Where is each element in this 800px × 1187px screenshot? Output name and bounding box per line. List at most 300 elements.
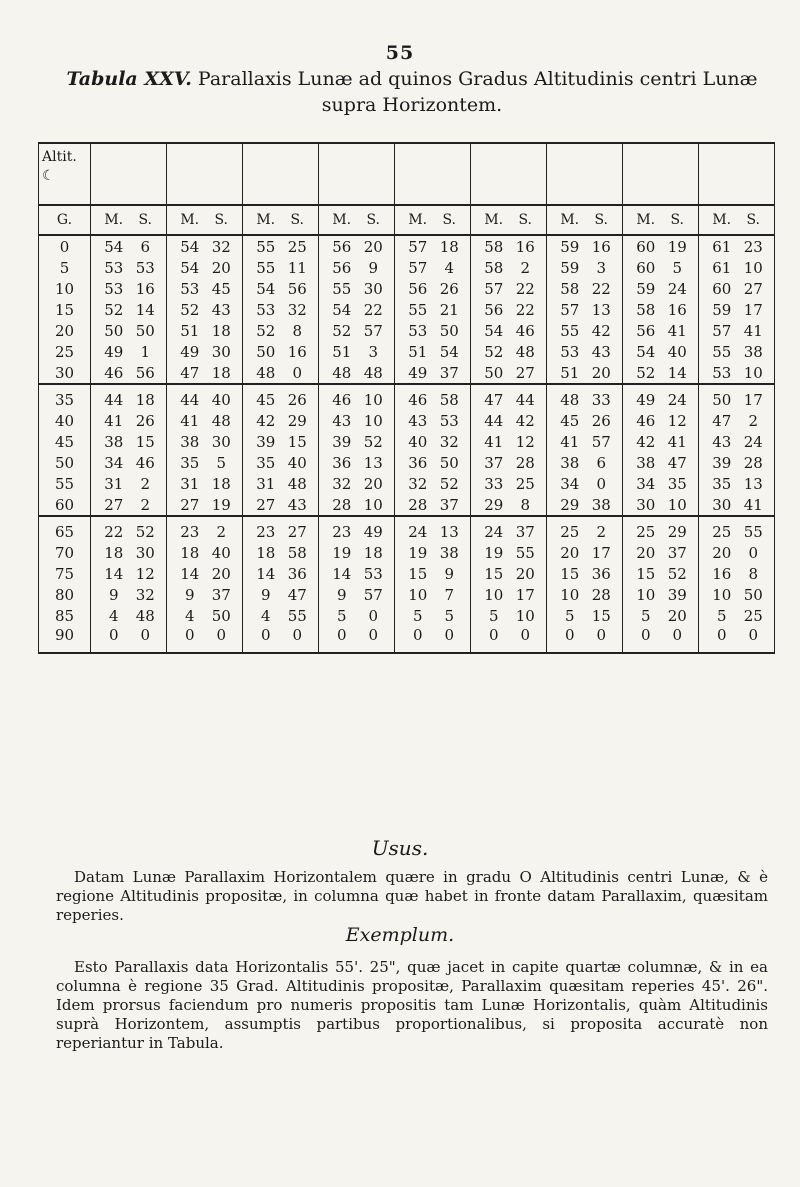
parallax-seconds-cell: 7	[435, 584, 471, 605]
parallax-minutes-cell: 20	[547, 542, 587, 563]
parallax-minutes-cell: 0	[167, 626, 207, 653]
parallax-minutes-cell: 53	[547, 341, 587, 362]
altitude-header	[39, 143, 91, 205]
table-row	[39, 542, 775, 563]
altitude-degree-cell: 25	[39, 341, 91, 362]
parallax-seconds-cell: 43	[283, 494, 319, 516]
parallax-minutes-cell: 25	[699, 516, 739, 542]
parallax-seconds-cell: 22	[511, 278, 547, 299]
parallax-seconds-cell: 50	[739, 584, 775, 605]
table-row	[39, 320, 775, 341]
parallax-seconds-cell: 23	[739, 235, 775, 257]
parallax-minutes-cell: 61	[699, 235, 739, 257]
parallax-minutes-cell: 52	[167, 299, 207, 320]
parallax-minutes-cell: 18	[243, 542, 283, 563]
parallax-minutes-cell: 24	[395, 516, 435, 542]
parallax-minutes-cell: 43	[699, 431, 739, 452]
parallax-seconds-cell: 25	[283, 235, 319, 257]
altitude-degree-cell: 65	[39, 516, 91, 542]
table-row	[39, 626, 775, 653]
parallax-minutes-cell: 38	[623, 452, 663, 473]
parallax-seconds-cell: 17	[739, 384, 775, 410]
parallax-minutes-cell: 49	[91, 341, 131, 362]
parallax-seconds-cell: 12	[663, 410, 699, 431]
parallax-minutes-cell: 38	[167, 431, 207, 452]
parallax-seconds-cell: 9	[359, 257, 395, 278]
parallax-minutes-cell: 5	[471, 605, 511, 626]
parallax-minutes-cell: 10	[623, 584, 663, 605]
parallax-seconds-cell: 44	[511, 384, 547, 410]
minutes-header: M.	[243, 205, 283, 235]
parallax-seconds-cell: 57	[587, 431, 623, 452]
seconds-header: S.	[131, 205, 167, 235]
parallax-minutes-cell: 18	[167, 542, 207, 563]
parallax-minutes-cell: 31	[243, 473, 283, 494]
parallax-minutes-cell: 18	[91, 542, 131, 563]
altitude-degree-cell: 35	[39, 384, 91, 410]
parallax-seconds-cell: 47	[663, 452, 699, 473]
table-row	[39, 299, 775, 320]
parallax-minutes-cell: 46	[395, 384, 435, 410]
parallax-seconds-cell: 24	[739, 431, 775, 452]
parallax-minutes-cell: 5	[623, 605, 663, 626]
parallax-minutes-cell: 49	[395, 362, 435, 384]
parallax-seconds-cell: 10	[663, 494, 699, 516]
parallax-minutes-cell: 22	[91, 516, 131, 542]
parallax-seconds-cell: 40	[663, 341, 699, 362]
parallax-seconds-cell: 52	[131, 516, 167, 542]
parallax-minutes-cell: 29	[471, 494, 511, 516]
parallax-seconds-cell: 41	[739, 320, 775, 341]
parallax-minutes-cell: 19	[471, 542, 511, 563]
parallax-seconds-cell: 48	[131, 605, 167, 626]
parallax-minutes-cell: 52	[91, 299, 131, 320]
parallax-minutes-cell: 34	[91, 452, 131, 473]
parallax-minutes-cell: 33	[471, 473, 511, 494]
parallax-minutes-cell: 0	[699, 626, 739, 653]
parallax-minutes-cell: 20	[623, 542, 663, 563]
parallax-seconds-cell: 38	[739, 341, 775, 362]
table-row	[39, 362, 775, 384]
parallax-seconds-cell: 50	[435, 320, 471, 341]
parallax-seconds-cell: 0	[283, 626, 319, 653]
table-header-units	[39, 205, 775, 235]
parallax-minutes-cell: 58	[471, 235, 511, 257]
parallax-minutes-cell: 56	[623, 320, 663, 341]
parallax-seconds-cell: 50	[435, 452, 471, 473]
parallax-seconds-cell: 46	[511, 320, 547, 341]
parallax-seconds-cell: 28	[511, 452, 547, 473]
parallax-seconds-cell: 54	[435, 341, 471, 362]
parallax-minutes-cell: 31	[167, 473, 207, 494]
parallax-seconds-cell: 40	[283, 452, 319, 473]
table-label: Tabula XXV.	[66, 68, 192, 90]
parallax-seconds-cell: 22	[511, 299, 547, 320]
parallax-seconds-cell: 18	[359, 542, 395, 563]
parallax-seconds-cell: 29	[663, 516, 699, 542]
parallax-minutes-cell: 37	[471, 452, 511, 473]
parallax-minutes-cell: 60	[623, 257, 663, 278]
parallax-seconds-cell: 22	[359, 299, 395, 320]
parallax-minutes-cell: 15	[547, 563, 587, 584]
parallax-seconds-cell: 8	[283, 320, 319, 341]
parallax-seconds-cell: 0	[739, 626, 775, 653]
parallax-minutes-cell: 61	[699, 257, 739, 278]
parallax-seconds-cell: 26	[435, 278, 471, 299]
parallax-minutes-cell: 47	[699, 410, 739, 431]
parallax-minutes-cell: 54	[471, 320, 511, 341]
parallax-seconds-cell: 10	[359, 494, 395, 516]
parallax-seconds-cell: 52	[359, 431, 395, 452]
parallax-seconds-cell: 2	[131, 494, 167, 516]
parallax-minutes-cell: 28	[395, 494, 435, 516]
parallax-seconds-cell: 38	[435, 542, 471, 563]
table-row	[39, 341, 775, 362]
parallax-seconds-cell: 25	[739, 605, 775, 626]
parallax-seconds-cell: 16	[663, 299, 699, 320]
parallax-seconds-cell: 37	[435, 362, 471, 384]
parallax-minutes-cell: 30	[699, 494, 739, 516]
parallax-seconds-cell: 39	[663, 584, 699, 605]
parallax-minutes-cell: 0	[547, 626, 587, 653]
parallax-seconds-cell: 26	[131, 410, 167, 431]
parallax-seconds-cell: 55	[739, 516, 775, 542]
table-row	[39, 452, 775, 473]
parallax-minutes-cell: 52	[623, 362, 663, 384]
parallax-seconds-cell: 10	[739, 362, 775, 384]
parallax-seconds-cell: 26	[587, 410, 623, 431]
parallax-minutes-cell: 15	[395, 563, 435, 584]
table-row	[39, 563, 775, 584]
parallax-minutes-cell: 15	[623, 563, 663, 584]
table-row	[39, 235, 775, 257]
parallax-seconds-cell: 47	[283, 584, 319, 605]
parallax-seconds-cell: 42	[587, 320, 623, 341]
parallax-seconds-cell: 40	[207, 542, 243, 563]
minutes-header: M.	[471, 205, 511, 235]
parallax-minutes-cell: 57	[395, 235, 435, 257]
parallax-minutes-cell: 56	[395, 278, 435, 299]
parallax-minutes-cell: 10	[547, 584, 587, 605]
parallax-minutes-cell: 9	[167, 584, 207, 605]
parallax-seconds-cell: 49	[359, 516, 395, 542]
parallax-minutes-cell: 42	[243, 410, 283, 431]
parallax-minutes-cell: 48	[243, 362, 283, 384]
parallax-seconds-cell: 5	[207, 452, 243, 473]
parallax-minutes-cell: 51	[319, 341, 359, 362]
parallax-minutes-cell: 56	[471, 299, 511, 320]
parallax-seconds-cell: 16	[131, 278, 167, 299]
parallax-seconds-cell: 37	[207, 584, 243, 605]
parallax-seconds-cell: 20	[587, 362, 623, 384]
table-row	[39, 431, 775, 452]
minutes-header: M.	[167, 205, 207, 235]
table-row	[39, 278, 775, 299]
parallax-minutes-cell: 14	[243, 563, 283, 584]
parallax-seconds-cell: 27	[739, 278, 775, 299]
parallax-minutes-cell: 44	[167, 384, 207, 410]
parallax-minutes-cell: 25	[547, 516, 587, 542]
parallax-minutes-cell: 32	[319, 473, 359, 494]
parallax-table	[38, 142, 775, 654]
parallax-seconds-cell: 1	[131, 341, 167, 362]
parallax-minutes-cell: 54	[167, 257, 207, 278]
parallax-minutes-cell: 36	[395, 452, 435, 473]
parallax-seconds-cell: 30	[207, 341, 243, 362]
parallax-minutes-cell: 41	[167, 410, 207, 431]
column-head-8	[623, 143, 699, 205]
parallax-seconds-cell: 16	[587, 235, 623, 257]
parallax-minutes-cell: 35	[699, 473, 739, 494]
parallax-minutes-cell: 46	[623, 410, 663, 431]
column-head-9	[699, 143, 775, 205]
parallax-seconds-cell: 29	[283, 410, 319, 431]
parallax-seconds-cell: 30	[207, 431, 243, 452]
parallax-minutes-cell: 27	[243, 494, 283, 516]
parallax-seconds-cell: 50	[131, 320, 167, 341]
parallax-minutes-cell: 52	[243, 320, 283, 341]
parallax-minutes-cell: 58	[471, 257, 511, 278]
parallax-seconds-cell: 0	[511, 626, 547, 653]
parallax-seconds-cell: 13	[435, 516, 471, 542]
parallax-minutes-cell: 31	[91, 473, 131, 494]
parallax-seconds-cell: 19	[207, 494, 243, 516]
degree-header: G.	[39, 205, 91, 235]
table-title-text: Parallaxis Lunæ ad quinos Gradus Altitudinis centri Lunæ supra Horizontem.	[197, 68, 758, 116]
parallax-seconds-cell: 19	[663, 235, 699, 257]
parallax-minutes-cell: 27	[91, 494, 131, 516]
parallax-minutes-cell: 10	[699, 584, 739, 605]
parallax-minutes-cell: 42	[623, 431, 663, 452]
parallax-seconds-cell: 5	[663, 257, 699, 278]
parallax-minutes-cell: 9	[243, 584, 283, 605]
altitude-degree-cell: 0	[39, 235, 91, 257]
seconds-header: S.	[663, 205, 699, 235]
parallax-minutes-cell: 50	[471, 362, 511, 384]
parallax-seconds-cell: 2	[511, 257, 547, 278]
parallax-minutes-cell: 4	[243, 605, 283, 626]
parallax-minutes-cell: 5	[395, 605, 435, 626]
parallax-seconds-cell: 5	[435, 605, 471, 626]
usus-paragraph: Datam Lunæ Parallaxim Horizontalem quære in gradu O Altitudinis centri Lunæ, & è regione Altitudinis propositæ, in columna quæ habet in fronte datam Parallaxim, quæsitam reperies.	[56, 868, 768, 924]
parallax-minutes-cell: 10	[395, 584, 435, 605]
altitude-degree-cell: 70	[39, 542, 91, 563]
parallax-seconds-cell: 0	[435, 626, 471, 653]
parallax-seconds-cell: 35	[663, 473, 699, 494]
table-row	[39, 257, 775, 278]
parallax-seconds-cell: 16	[511, 235, 547, 257]
altitude-degree-cell: 40	[39, 410, 91, 431]
parallax-minutes-cell: 43	[395, 410, 435, 431]
parallax-seconds-cell: 16	[283, 341, 319, 362]
parallax-seconds-cell: 32	[435, 431, 471, 452]
parallax-minutes-cell: 58	[547, 278, 587, 299]
parallax-seconds-cell: 11	[283, 257, 319, 278]
seconds-header: S.	[739, 205, 775, 235]
parallax-seconds-cell: 6	[131, 235, 167, 257]
parallax-minutes-cell: 20	[699, 542, 739, 563]
altitude-degree-cell: 45	[39, 431, 91, 452]
usus-heading: Usus.	[371, 836, 429, 860]
parallax-seconds-cell: 53	[435, 410, 471, 431]
parallax-seconds-cell: 58	[435, 384, 471, 410]
parallax-seconds-cell: 2	[207, 516, 243, 542]
parallax-minutes-cell: 57	[471, 278, 511, 299]
parallax-seconds-cell: 4	[435, 257, 471, 278]
exemplum-paragraph: Esto Parallaxis data Horizontalis 55'. 25", quæ jacet in capite quartæ columnæ, & in ea columna è regione 35 Grad. Altitudinis propositæ, Parallaxim quæsitam reperies 45'. 26". Idem prorsus faciendum pro numeris propositis tam Lunæ Horizontalis, quàm Altitudinis suprà Horizontem, assumptis partibus proportionalibus, si proposita accuratè non reperiantur in Tabula.	[56, 958, 768, 1052]
parallax-minutes-cell: 47	[167, 362, 207, 384]
altitude-degree-cell: 15	[39, 299, 91, 320]
column-head-4	[319, 143, 395, 205]
parallax-seconds-cell: 56	[283, 278, 319, 299]
parallax-seconds-cell: 48	[511, 341, 547, 362]
parallax-minutes-cell: 41	[547, 431, 587, 452]
parallax-seconds-cell: 0	[587, 473, 623, 494]
parallax-seconds-cell: 30	[131, 542, 167, 563]
parallax-minutes-cell: 53	[91, 257, 131, 278]
parallax-seconds-cell: 17	[511, 584, 547, 605]
parallax-seconds-cell: 20	[663, 605, 699, 626]
parallax-minutes-cell: 27	[167, 494, 207, 516]
parallax-minutes-cell: 0	[471, 626, 511, 653]
parallax-minutes-cell: 55	[547, 320, 587, 341]
parallax-seconds-cell: 12	[511, 431, 547, 452]
parallax-minutes-cell: 48	[319, 362, 359, 384]
parallax-seconds-cell: 41	[663, 320, 699, 341]
parallax-seconds-cell: 20	[511, 563, 547, 584]
altitude-degree-cell: 60	[39, 494, 91, 516]
parallax-seconds-cell: 3	[359, 341, 395, 362]
parallax-seconds-cell: 48	[359, 362, 395, 384]
parallax-minutes-cell: 59	[699, 299, 739, 320]
parallax-minutes-cell: 50	[243, 341, 283, 362]
parallax-seconds-cell: 33	[587, 384, 623, 410]
parallax-minutes-cell: 0	[623, 626, 663, 653]
parallax-seconds-cell: 10	[359, 384, 395, 410]
parallax-seconds-cell: 43	[207, 299, 243, 320]
parallax-seconds-cell: 58	[283, 542, 319, 563]
parallax-minutes-cell: 53	[91, 278, 131, 299]
parallax-minutes-cell: 57	[699, 320, 739, 341]
parallax-minutes-cell: 38	[547, 452, 587, 473]
parallax-minutes-cell: 59	[623, 278, 663, 299]
parallax-seconds-cell: 37	[511, 516, 547, 542]
parallax-minutes-cell: 4	[167, 605, 207, 626]
table-row	[39, 384, 775, 410]
parallax-minutes-cell: 55	[319, 278, 359, 299]
parallax-seconds-cell: 48	[207, 410, 243, 431]
seconds-header: S.	[283, 205, 319, 235]
parallax-minutes-cell: 23	[243, 516, 283, 542]
parallax-seconds-cell: 24	[663, 384, 699, 410]
parallax-seconds-cell: 37	[435, 494, 471, 516]
parallax-minutes-cell: 9	[91, 584, 131, 605]
parallax-minutes-cell: 53	[167, 278, 207, 299]
parallax-seconds-cell: 38	[587, 494, 623, 516]
parallax-minutes-cell: 14	[91, 563, 131, 584]
parallax-minutes-cell: 0	[91, 626, 131, 653]
parallax-minutes-cell: 14	[319, 563, 359, 584]
parallax-seconds-cell: 53	[131, 257, 167, 278]
parallax-seconds-cell: 45	[207, 278, 243, 299]
parallax-seconds-cell: 24	[663, 278, 699, 299]
parallax-seconds-cell: 57	[359, 320, 395, 341]
parallax-minutes-cell: 38	[91, 431, 131, 452]
parallax-minutes-cell: 47	[471, 384, 511, 410]
parallax-seconds-cell: 13	[587, 299, 623, 320]
parallax-seconds-cell: 10	[739, 257, 775, 278]
parallax-minutes-cell: 52	[471, 341, 511, 362]
minutes-header: M.	[319, 205, 359, 235]
parallax-seconds-cell: 18	[207, 473, 243, 494]
parallax-seconds-cell: 9	[435, 563, 471, 584]
parallax-minutes-cell: 9	[319, 584, 359, 605]
seconds-header: S.	[435, 205, 471, 235]
parallax-seconds-cell: 36	[587, 563, 623, 584]
parallax-seconds-cell: 21	[435, 299, 471, 320]
parallax-seconds-cell: 57	[359, 584, 395, 605]
parallax-minutes-cell: 39	[243, 431, 283, 452]
parallax-minutes-cell: 28	[319, 494, 359, 516]
parallax-seconds-cell: 20	[359, 235, 395, 257]
seconds-header: S.	[587, 205, 623, 235]
parallax-seconds-cell: 0	[663, 626, 699, 653]
parallax-seconds-cell: 10	[511, 605, 547, 626]
parallax-seconds-cell: 20	[207, 257, 243, 278]
parallax-seconds-cell: 15	[587, 605, 623, 626]
parallax-seconds-cell: 18	[207, 320, 243, 341]
minutes-header: M.	[91, 205, 131, 235]
parallax-minutes-cell: 41	[471, 431, 511, 452]
parallax-minutes-cell: 0	[243, 626, 283, 653]
parallax-minutes-cell: 19	[319, 542, 359, 563]
parallax-minutes-cell: 50	[91, 320, 131, 341]
parallax-minutes-cell: 39	[319, 431, 359, 452]
parallax-minutes-cell: 16	[699, 563, 739, 584]
altitude-degree-cell: 20	[39, 320, 91, 341]
parallax-seconds-cell: 43	[587, 341, 623, 362]
parallax-seconds-cell: 55	[511, 542, 547, 563]
parallax-seconds-cell: 50	[207, 605, 243, 626]
parallax-minutes-cell: 51	[167, 320, 207, 341]
parallax-minutes-cell: 35	[167, 452, 207, 473]
seconds-header: S.	[359, 205, 395, 235]
parallax-minutes-cell: 19	[395, 542, 435, 563]
altitude-degree-cell: 55	[39, 473, 91, 494]
parallax-minutes-cell: 25	[623, 516, 663, 542]
column-head-3	[243, 143, 319, 205]
parallax-minutes-cell: 23	[319, 516, 359, 542]
parallax-minutes-cell: 54	[167, 235, 207, 257]
parallax-minutes-cell: 40	[395, 431, 435, 452]
table-row	[39, 473, 775, 494]
parallax-minutes-cell: 54	[91, 235, 131, 257]
parallax-seconds-cell: 14	[663, 362, 699, 384]
parallax-seconds-cell: 0	[587, 626, 623, 653]
parallax-minutes-cell: 57	[547, 299, 587, 320]
parallax-seconds-cell: 41	[739, 494, 775, 516]
parallax-minutes-cell: 46	[319, 384, 359, 410]
parallax-minutes-cell: 53	[395, 320, 435, 341]
page-number: 55	[385, 42, 415, 64]
parallax-seconds-cell: 17	[587, 542, 623, 563]
parallax-seconds-cell: 2	[587, 516, 623, 542]
parallax-seconds-cell: 27	[283, 516, 319, 542]
parallax-minutes-cell: 34	[547, 473, 587, 494]
parallax-minutes-cell: 0	[395, 626, 435, 653]
altitude-degree-cell: 90	[39, 626, 91, 653]
seconds-header: S.	[511, 205, 547, 235]
